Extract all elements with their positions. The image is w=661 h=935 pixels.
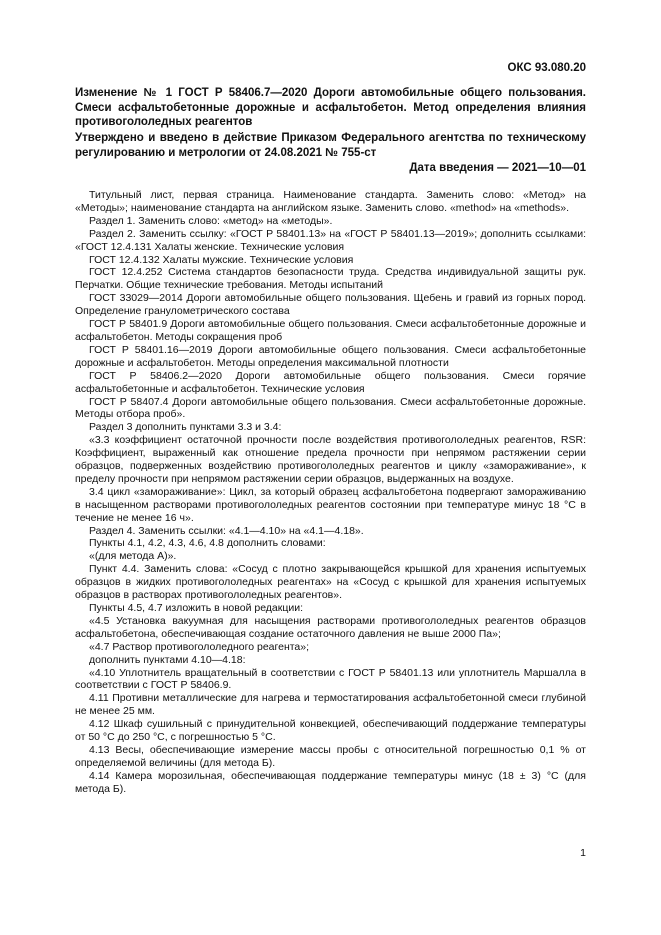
definition-3-4: 3.4 цикл «замораживание»: Цикл, за который образец асфальтобетона подвергают замораживанию в насыщенном растворами противогололедных реагентов состоянии при температуре минус 18 °C в течение не менее 16 ч».: [75, 485, 586, 524]
reference-item: ГОСТ 12.4.132 Халаты мужские. Технические условия: [89, 253, 354, 266]
reference-item: ГОСТ Р 58406.2—2020 Дороги автомобильные общего пользования. Смеси горячие асфальтобетонные и асфальтобетон. Технические условия: [75, 369, 586, 395]
paragraph: Раздел 3 дополнить пунктами 3.3 и 3.4:: [89, 421, 282, 434]
paragraph: Титульный лист, первая страница. Наименование стандарта. Заменить слово: «Метод» на «Методы»; наименование стандарта на английском языке. Заменить слово. «method» на «methods».: [75, 189, 586, 214]
paragraph: 4.14 Камера морозильная, обеспечивающая поддержание температуры минус (18 ± 3) °C (для метода Б).: [75, 769, 586, 795]
amendment-body: [75, 189, 586, 796]
amendment-title: Изменение № 1 ГОСТ Р 58406.7—2020 Дороги автомобильные общего пользования. Смеси асфальтобетонные дорожные и асфальтобетон. Метод определения влияния противогололедных реагентов: [75, 87, 586, 128]
paragraph: «4.10 Уплотнитель вращательный в соответствии с ГОСТ Р 58401.13 или уплотнитель Маршалла в соответствии с ГОСТ Р 58406.9.: [75, 666, 586, 692]
paragraph: «(для метода А)».: [89, 550, 177, 563]
introduction-date: Дата введения — 2021—10—01: [409, 162, 586, 174]
definition-3-3: «3.3 коэффициент остаточной прочности после воздействия противогололедных реагентов, RSR: Коэффициент, выраженный как отношение предела прочности при непрямом растяжении серии образцов, подверженных воздействию противогололедных реагентов и циклу «замораживание», к пределу прочности при непрямом растяжении серии образцов, выдержанных на воздухе.: [75, 434, 586, 485]
reference-item: ГОСТ 33029—2014 Дороги автомобильные общего пользования. Щебень и гравий из горных пород. Определение гранулометрического состава: [75, 292, 586, 318]
classification-code: ОКС 93.080.20: [507, 62, 586, 74]
paragraph: «4.5 Установка вакуумная для насыщения растворами противогололедных реагентов образцов асфальтобетона, обеспечивающая создание остаточного давления не выше 2000 Па»;: [75, 614, 586, 640]
reference-item: ГОСТ 12.4.252 Система стандартов безопасности труда. Средства индивидуальной защиты рук. Перчатки. Общие технические требования. Методы испытаний: [75, 266, 586, 292]
paragraph: Пункты 4.5, 4.7 изложить в новой редакции:: [89, 602, 304, 614]
reference-item: ГОСТ Р 58407.4 Дороги автомобильные общего пользования. Смеси асфальтобетонные дорожные. Методы отбора проб».: [75, 395, 586, 421]
page-number: 1: [580, 847, 586, 859]
paragraph: «4.7 Раствор противогололедного реагента»;: [89, 640, 310, 653]
paragraph: Пункты 4.1, 4.2, 4.3, 4.6, 4.8 дополнить словами:: [89, 537, 326, 550]
paragraph: Раздел 4. Заменить ссылки: «4.1—4.10» на «4.1—4.18».: [89, 524, 364, 537]
paragraph: Пункт 4.4. Заменить слова: «Сосуд с плотно закрывающейся крышкой для хранения испытуемых образцов в жидких противогололедных реагентах» на «Сосуд с крышкой для хранения испытуемых образцов в растворах противогололедных реагентов».: [75, 563, 586, 602]
reference-item: ГОСТ Р 58401.16—2019 Дороги автомобильные общего пользования. Смеси асфальтобетонные дорожные и асфальтобетон. Методы определения максимальной плотности: [75, 343, 586, 369]
paragraph: 4.11 Противни металлические для нагрева и термостатирования асфальтобетонной смеси глубиной не менее 25 мм.: [75, 692, 586, 718]
reference-item: ГОСТ Р 58401.9 Дороги автомобильные общего пользования. Смеси асфальтобетонные дорожные и асфальтобетон. Методы сокращения проб: [75, 318, 586, 343]
paragraph: дополнить пунктами 4.10—4.18:: [89, 653, 246, 666]
approval-statement: Утверждено и введено в действие Приказом Федерального агентства по техническому регулированию и метрологии от 24.08.2021 № 755-ст: [75, 132, 586, 159]
paragraph: Раздел 1. Заменить слово: «метод» на «методы».: [89, 214, 333, 227]
paragraph: Раздел 2. Заменить ссылку: «ГОСТ Р 58401.13» на «ГОСТ Р 58401.13—2019»; дополнить ссылками: «ГОСТ 12.4.131 Халаты женские. Технические условия: [75, 227, 586, 253]
paragraph: 4.13 Весы, обеспечивающие измерение массы пробы с относительной погрешностью 0,1 % от определяемой величины (для метода Б).: [75, 743, 586, 769]
paragraph: 4.12 Шкаф сушильный с принудительной конвекцией, обеспечивающий поддержание температуры от 50 °C до 250 °C, с погрешностью 5 °C.: [75, 718, 586, 744]
